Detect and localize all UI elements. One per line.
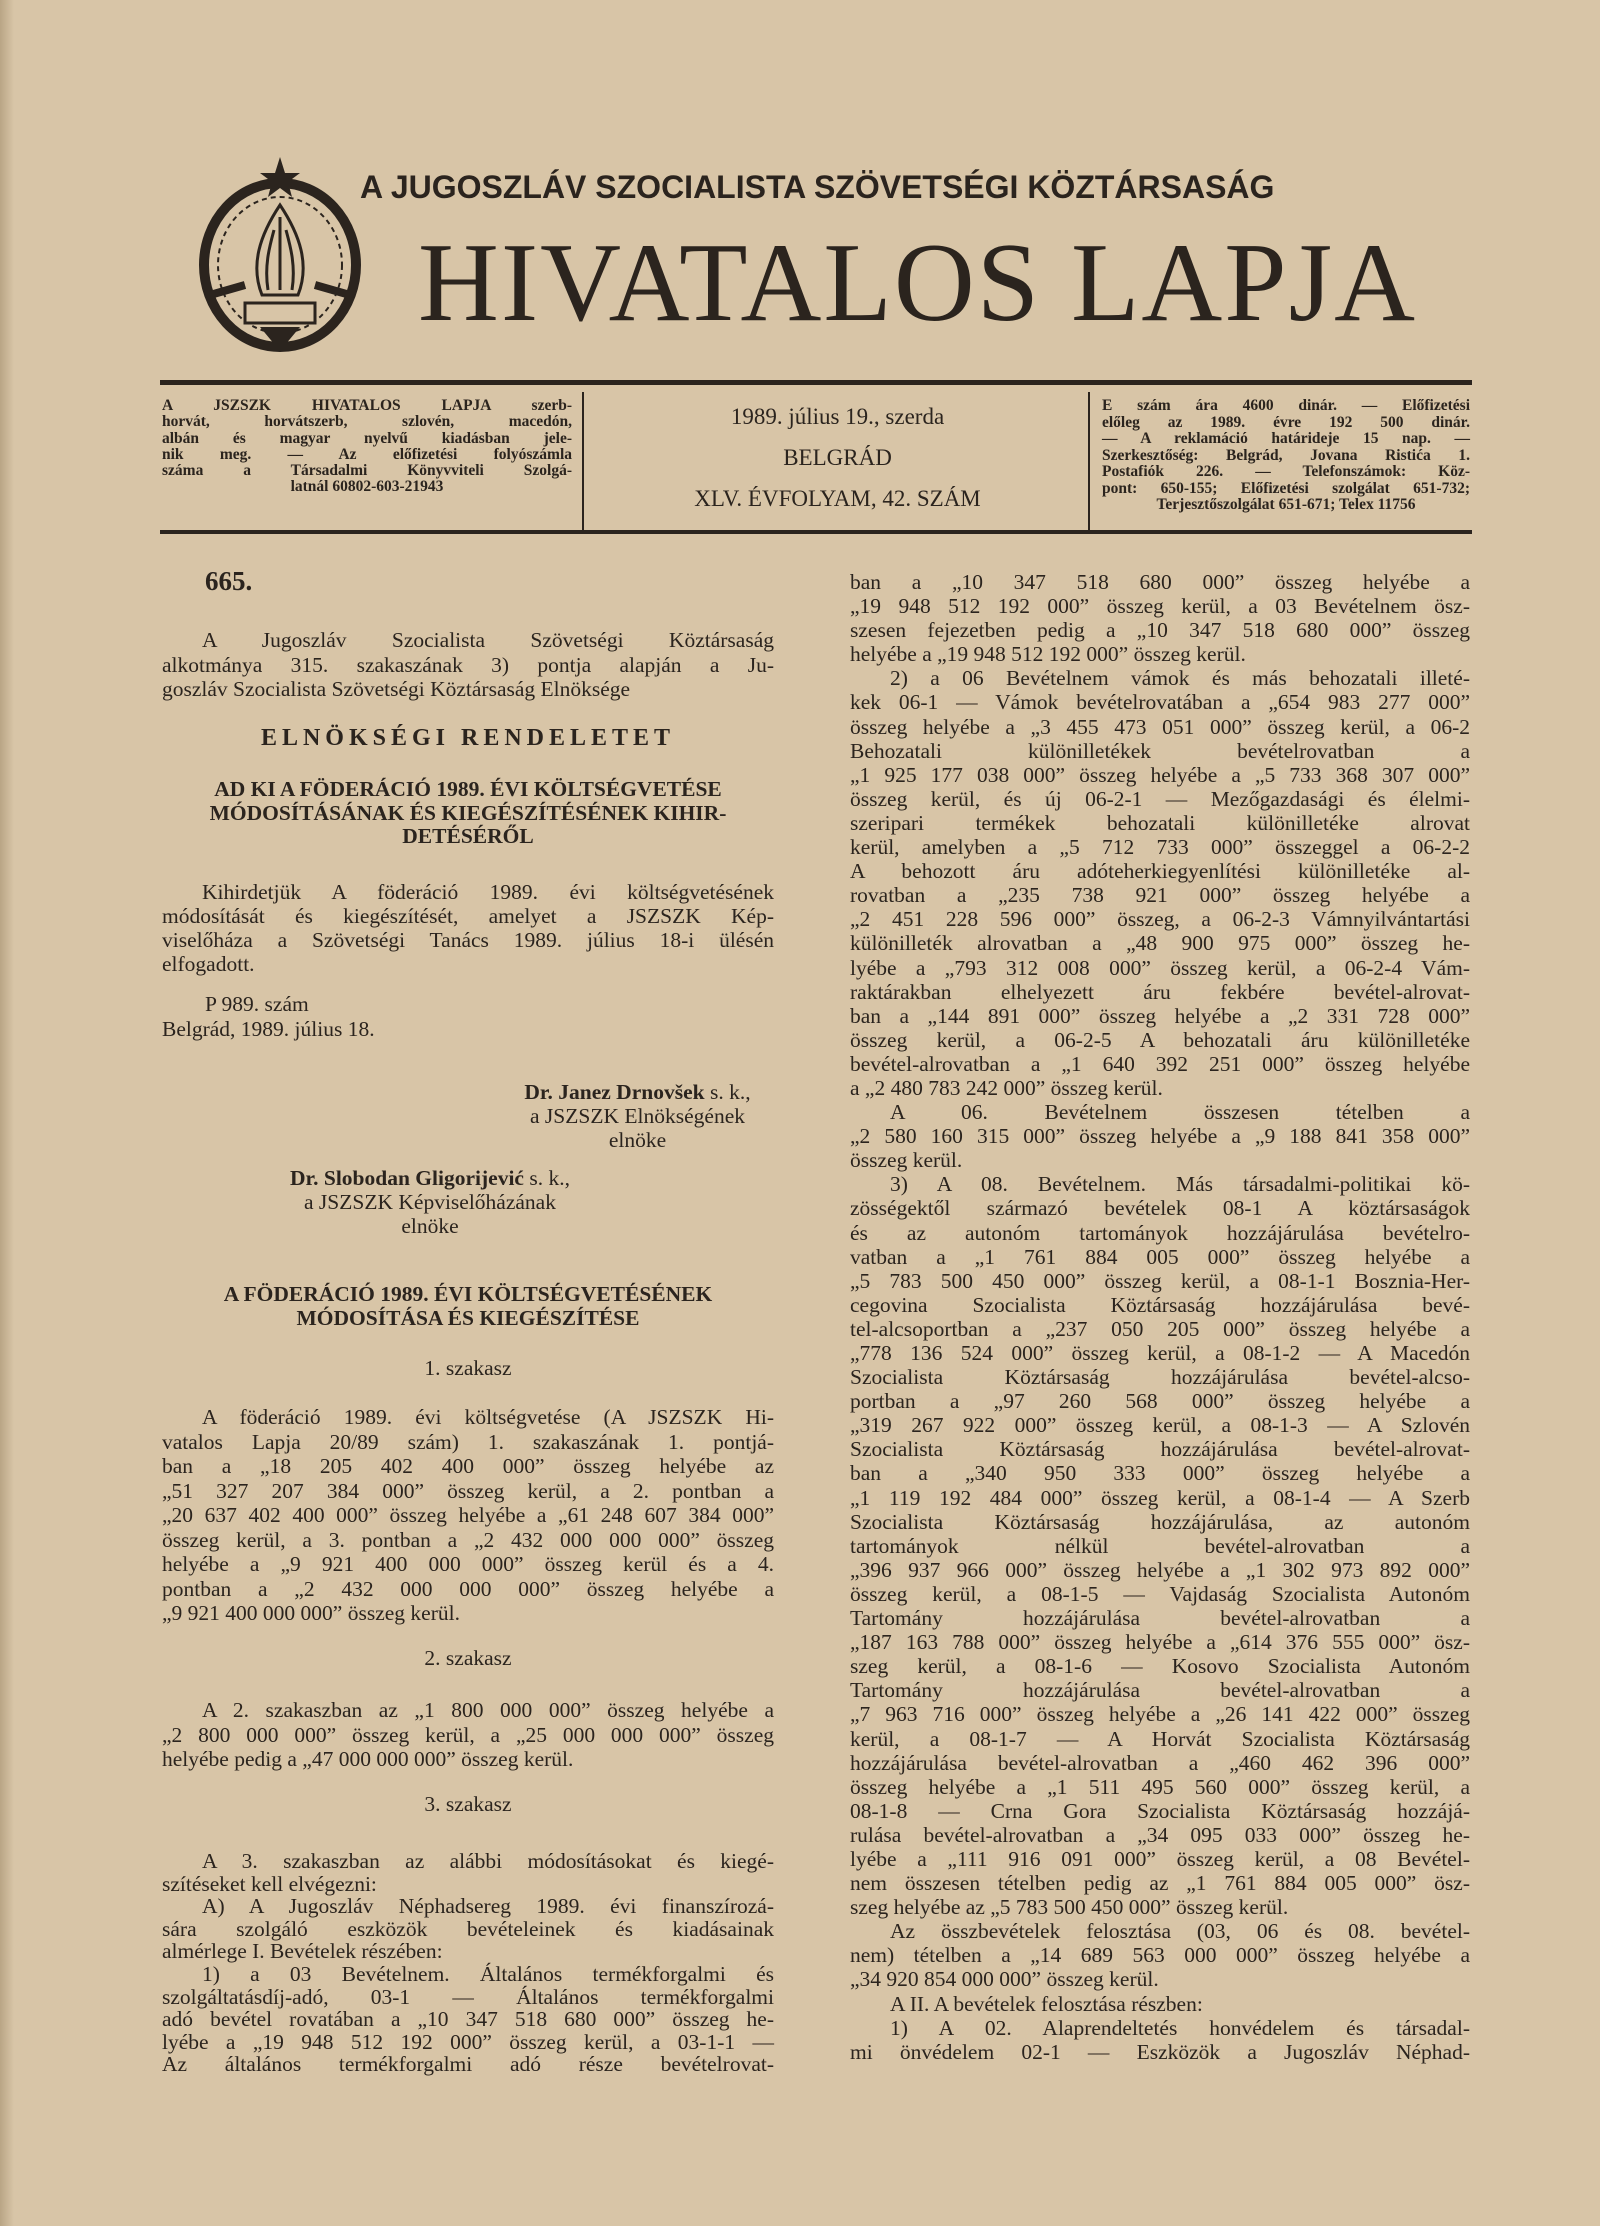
text-line: „396 937 966 000” összeg helyébe a „1 302 973 892 000” [850, 1557, 1470, 1582]
text-line: Szerkesztőség: Belgrád, Jovana Ristića 1. [1102, 446, 1470, 464]
paragraph [162, 1698, 774, 1772]
text-line: A Jugoszláv Szocialista Szövetségi Köztársaság [202, 628, 774, 652]
text-line: 08-1-8 — Crna Gora Szocialista Köztársaság hozzájá- [850, 1798, 1470, 1823]
text-line: nem összesen tételben pedig az „1 761 884 005 000” ösz- [850, 1871, 1470, 1896]
act-number: 665. [205, 566, 253, 596]
text-line: „20 637 402 400 000” összeg helyébe a „61 248 607 384 000” [162, 1503, 774, 1527]
text-line: pont: 650-155; Előfizetési szolgálat 651-732; [1102, 479, 1470, 497]
section-1-text [162, 1405, 774, 1626]
text-line: Kihirdetjük A föderáció 1989. évi költségvetésének [202, 880, 774, 904]
issue-date: 1989. július 19., szerda [730, 404, 945, 429]
text-line: Tartomány hozzájárulása bevétel-alrovatban a [850, 1678, 1470, 1703]
text-line: sára szolgáló eszközök bevételeinek és kiadásainak [162, 1916, 774, 1941]
signatory-title: elnöke [401, 1214, 459, 1238]
signatory-title: elnöke [608, 1128, 667, 1152]
paragraph [162, 1963, 774, 2076]
paragraph [850, 666, 1470, 1100]
text-line: előleg az 1989. évre 192 500 dinár. [1102, 413, 1470, 431]
text-line: goszláv Szocialista Szövetségi Köztársaság Elnöksége [162, 677, 631, 701]
text-line: nik meg. — Az előfizetési folyószámla [162, 445, 572, 463]
text-line: nem) tételben a „14 689 563 000 000” összeg helyébe a [850, 1943, 1470, 1968]
text-line: „34 920 854 000 000” összeg kerül. [850, 1967, 1159, 1992]
text-line: AD KI A FÖDERÁCIÓ 1989. ÉVI KÖLTSÉGVETÉSE [214, 777, 722, 801]
subscription-info [162, 398, 572, 496]
text-line: vatban a „1 761 884 005 000” összeg helyébe a [850, 1244, 1470, 1269]
reference-number: P 989. szám [205, 992, 309, 1016]
text-line: Postafiók 226. — Telefonszámok: Köz- [1102, 463, 1470, 480]
text-line: zösségektől származó bevételek 08-1 A köztársaságok [850, 1196, 1470, 1221]
text-line: összeg kerül, a 3. pontban a „2 432 000 000 000” összeg [162, 1527, 774, 1552]
header-top-rule [160, 380, 1472, 385]
signatory-sk: s. k., [529, 1166, 570, 1190]
text-line: tel-alcsoportban a „237 050 205 000” összeg helyébe a [850, 1316, 1470, 1341]
text-line: MÓDOSÍTÁSÁNAK ÉS KIEGÉSZÍTÉSÉNEK KIHIR- [209, 800, 727, 825]
section-2-text [162, 1698, 774, 1772]
text-line: szítéseket kell elvégezni: [162, 1871, 377, 1896]
text-line: Behozatali különilletékek bevételrovatban a [850, 738, 1470, 763]
signatory-role: a JSZSZK Képviselőházának [304, 1190, 556, 1214]
text-line: A 06. Bevételnem összesen tételben a [890, 1100, 1470, 1125]
text-line: összeg helyébe a „1 511 495 560 000” összeg kerül, a [850, 1774, 1470, 1799]
text-line: vatalos Lapja 20/89 szám) 1. szakaszának 1. pontjá- [162, 1429, 774, 1454]
text-line: rovatban a „235 738 921 000” összeg helyébe a [850, 883, 1470, 908]
text-line: szeripari termékek behozatali különilletéke alrovat [850, 810, 1470, 835]
issue-volume: XLV. ÉVFOLYAM, 42. SZÁM [694, 486, 981, 511]
text-line: a „2 480 783 242 000” összeg kerül. [850, 1075, 1163, 1100]
section-heading: 2. szakasz [424, 1646, 512, 1670]
text-line: összeg kerül, a 08-1-5 — Vajdaság Szocialista Autonóm [850, 1581, 1470, 1606]
text-line: A 2. szakaszban az „1 800 000 000” összeg helyébe a [202, 1698, 774, 1722]
text-line: lyébe a „19 948 512 192 000” összeg kerül, a 03-1-1 — [162, 2029, 774, 2054]
text-line: albán és magyar nyelvű kiadásban jele- [162, 429, 572, 447]
paragraph [850, 2016, 1470, 2064]
price-contact-info [1102, 398, 1470, 514]
place-date: Belgrád, 1989. július 18. [162, 1017, 375, 1041]
text-line: pontban a „2 432 000 000 000” összeg helyébe a [162, 1576, 774, 1601]
text-line: „2 800 000 000” összeg kerül, a „25 000 000 000” összeg [162, 1722, 774, 1747]
issue-city: BELGRÁD [783, 445, 892, 470]
text-line: lyébe a „793 312 008 000” összeg kerül, a 06-2-4 Vám- [850, 955, 1470, 980]
section-3-text [162, 1850, 774, 2076]
preamble [162, 628, 774, 702]
law-title [162, 1282, 774, 1330]
text-line: horvát, horvátszerb, szlovén, macedón, [162, 413, 572, 431]
text-line: szesen fejezetben pedig a „10 347 518 680 000” összeg [850, 618, 1470, 643]
paragraph [850, 1100, 1470, 1172]
text-line: helyébe pedig a „47 000 000 000” összeg kerül. [162, 1747, 574, 1771]
text-line: E szám ára 4600 dinár. — Előfizetési [1102, 397, 1470, 414]
text-line: mi önvédelem 02-1 — Eszközök a Jugoszláv Néphad- [850, 2039, 1470, 2064]
decree-subtitle [162, 778, 774, 849]
text-line: és az autonóm tartományok hozzájárulása bevételro- [850, 1220, 1470, 1245]
header-bottom-rule [160, 530, 1472, 534]
text-line: raktárakban elhelyezett áru fekbére bevétel-alrovat- [850, 979, 1470, 1004]
text-line: „2 451 228 596 000” összeg, a 06-2-3 Vámnyilvántartási [850, 907, 1470, 932]
text-line: szolgáltatásdíj-adó, 03-1 — Általános termékforgalmi [162, 1984, 774, 2009]
signatory-sk: s. k., [709, 1080, 751, 1104]
text-line: portban a „97 260 568 000” összeg helyébe a [850, 1389, 1470, 1414]
section-heading: 1. szakasz [424, 1356, 512, 1380]
text-line: „319 267 922 000” összeg kerül, a 08-1-3 — A Szlovén [850, 1413, 1470, 1438]
text-line: Az általános termékforgalmi adó része bevételrovat- [162, 2052, 774, 2077]
text-line: ban a „18 205 402 400 000” összeg helyébe az [162, 1454, 774, 1478]
paragraph [162, 1850, 774, 1895]
text-line: ban a „10 347 518 680 000” összeg helyébe a [850, 570, 1470, 594]
text-line: „7 963 716 000” összeg helyébe a „26 141 422 000” összeg [850, 1702, 1470, 1727]
text-line: Szocialista Köztársaság hozzájárulása, az autonóm [850, 1509, 1470, 1534]
text-line: — A reklamáció határideje 15 nap. — [1102, 430, 1470, 447]
text-line: tartományok nélkül bevétel-alrovatban a [850, 1533, 1470, 1558]
text-line: almérlege I. Bevételek részében: [162, 1939, 443, 1964]
text-line: ban a „340 950 333 000” összeg helyébe a [850, 1461, 1470, 1486]
text-line: helyébe a „19 948 512 192 000” összeg kerül. [850, 642, 1246, 667]
text-line: „5 783 500 450 000” összeg kerül, a 08-1-1 Bosznia-Her- [850, 1268, 1470, 1293]
text-line: szeg helyébe az „5 783 500 450 000” összeg kerül. [850, 1895, 1289, 1920]
text-line: DETÉSÉRŐL [402, 824, 534, 848]
text-line: „1 119 192 484 000” összeg kerül, a 08-1-4 — A Szerb [850, 1485, 1470, 1510]
text-line: összeg helyébe a „3 455 473 051 000” összeg kerül, a 06-2 [850, 714, 1470, 739]
signatory-name: Dr. Slobodan Gligorijević [290, 1166, 524, 1190]
text-line: összeg kerül, a 06-2-5 A behozatali áru különilletéke [850, 1027, 1470, 1052]
issue-info [595, 404, 1080, 527]
paragraph [162, 1895, 774, 1963]
text-line: „1 925 177 038 000” összeg helyébe a „5 733 368 307 000” [850, 762, 1470, 787]
text-line: szeg kerül, a 08-1-6 — Kosovo Szocialista Autonóm [850, 1654, 1470, 1679]
text-line: ban a „144 891 000” összeg helyébe a „2 331 728 000” [850, 1003, 1470, 1028]
text-line: adó bevétel rovatában a „10 347 518 680 000” összeg he- [162, 2007, 774, 2032]
text-line: Terjesztőszolgálat 651-671; Telex 11756 [1156, 496, 1416, 513]
text-line: A JSZSZK HIVATALOS LAPJA szerb- [162, 397, 572, 414]
text-line: „9 921 400 000 000” összeg kerül. [162, 1601, 460, 1625]
signature-block [270, 1166, 590, 1238]
text-line: rulása bevétel-alrovatban a „34 095 033 000” összeg he- [850, 1822, 1470, 1847]
promulgation-text [162, 880, 774, 976]
text-line: A föderáció 1989. évi költségvetése (A JSZSZK Hi- [202, 1405, 774, 1429]
text-line: alkotmánya 315. szakaszának 3) pontja alapján a Ju- [162, 652, 774, 677]
text-line: Szocialista Köztársaság hozzájárulása bevétel-alcso- [850, 1365, 1470, 1390]
paragraph [162, 1405, 774, 1626]
text-line: A II. A bevételek felosztása részben: [890, 1991, 1203, 2016]
text-line: „19 948 512 192 000” összeg kerül, a 03 Bevételnem ösz- [850, 594, 1470, 619]
text-line: különilleték alrovatban a „48 900 975 000” összeg he- [850, 931, 1470, 956]
text-line: 1) A 02. Alaprendeltetés honvédelem és társadal- [890, 2015, 1470, 2040]
text-line: Tartomány hozzájárulása bevétel-alrovatban a [850, 1606, 1470, 1631]
text-line: A FÖDERÁCIÓ 1989. ÉVI KÖLTSÉGVETÉSÉNEK [223, 1282, 713, 1306]
text-line: Szocialista Köztársaság hozzájárulása bevétel-alrovat- [850, 1437, 1470, 1462]
header-divider [1088, 392, 1090, 534]
text-line: MÓDOSÍTÁSA ÉS KIEGÉSZÍTÉSE [296, 1306, 640, 1330]
masthead-country-line: A JUGOSZLÁV SZOCIALISTA SZÖVETSÉGI KÖZTÁRSASÁG [360, 169, 1275, 205]
text-line: latnál 60802-603-21943 [290, 478, 444, 496]
text-line: viselőháza a Szövetségi Tanács 1989. július 18-i ülésén [162, 928, 774, 952]
text-line: Az összbevételek felosztása (03, 06 és 08. bevétel- [890, 1919, 1470, 1944]
header-divider [582, 392, 584, 534]
paragraph [850, 570, 1470, 666]
text-line: bevétel-alrovatban a „1 640 392 251 000” összeg helyébe [850, 1051, 1470, 1076]
signatory-role: a JSZSZK Elnökségének [530, 1104, 745, 1128]
text-line: lyébe a „111 916 091 000” összeg kerül, a 08 Bevétel- [850, 1846, 1470, 1871]
text-line: cegovina Szocialista Köztársaság hozzájárulása bevé- [850, 1292, 1470, 1317]
text-line: kek 06-1 — Vámok bevételrovatában a „654 983 277 000” [850, 690, 1470, 715]
text-line: A 3. szakaszban az alábbi módosításokat és kiegé- [202, 1849, 774, 1873]
paragraph [162, 628, 774, 702]
text-line: „778 136 524 000” összeg kerül, a 08-1-2 — A Macedón [850, 1341, 1470, 1365]
text-line: kerül, amelyben a „5 712 733 000” összeggel a 06-2-2 [850, 835, 1470, 860]
text-line: elfogadott. [162, 952, 255, 976]
state-emblem-icon [190, 155, 370, 360]
decree-title: ELNÖKSÉGI RENDELETET [260, 725, 676, 751]
paragraph [850, 1992, 1470, 2016]
text-line: kerül, a 08-1-7 — A Horvát Szocialista Köztársaság [850, 1726, 1470, 1751]
masthead-title: HIVATALOS LAPJA [418, 221, 1418, 345]
text-line: 3) A 08. Bevételnem. Más társadalmi-politikai kö- [890, 1172, 1470, 1197]
text-line: módosítását és kiegészítését, amelyet a JSZSZK Kép- [162, 904, 774, 928]
text-line: 1) a 03 Bevételnem. Általános termékforgalmi és [202, 1961, 774, 1986]
text-line: „51 327 207 384 000” összeg kerül, a 2. pontban a [162, 1478, 774, 1503]
signatory-name: Dr. Janez Drnovšek [524, 1080, 705, 1104]
paragraph [162, 880, 774, 976]
paper-edge [0, 0, 14, 2226]
section-heading: 3. szakasz [424, 1792, 512, 1816]
text-line: „187 163 788 000” összeg helyébe a „614 376 555 000” ösz- [850, 1630, 1470, 1655]
text-line: 2) a 06 Bevételnem vámok és más behozatali illeté- [890, 666, 1470, 691]
text-line: „2 580 160 315 000” összeg helyébe a „9 188 841 358 000” [850, 1124, 1470, 1149]
signature-block [495, 1080, 780, 1152]
text-line: összeg kerül, és új 06-2-1 — Mezőgazdasági és élelmi- [850, 786, 1470, 811]
right-column-text [850, 570, 1470, 2064]
text-line: száma a Társadalmi Könyvviteli Szolgá- [162, 462, 572, 480]
text-line: hozzájárulása bevétel-alrovatban a „460 462 396 000” [850, 1750, 1470, 1775]
text-line: helyébe a „9 921 400 000 000” összeg kerül és a 4. [162, 1552, 774, 1576]
text-line: A) A Jugoszláv Néphadsereg 1989. évi finanszírozá- [202, 1894, 774, 1919]
paragraph [850, 1172, 1470, 1919]
paragraph [850, 1919, 1470, 1991]
text-line: A behozott áru adóteherkiegyenlítési különilletéke al- [850, 859, 1470, 884]
text-line: összeg kerül. [850, 1148, 963, 1173]
